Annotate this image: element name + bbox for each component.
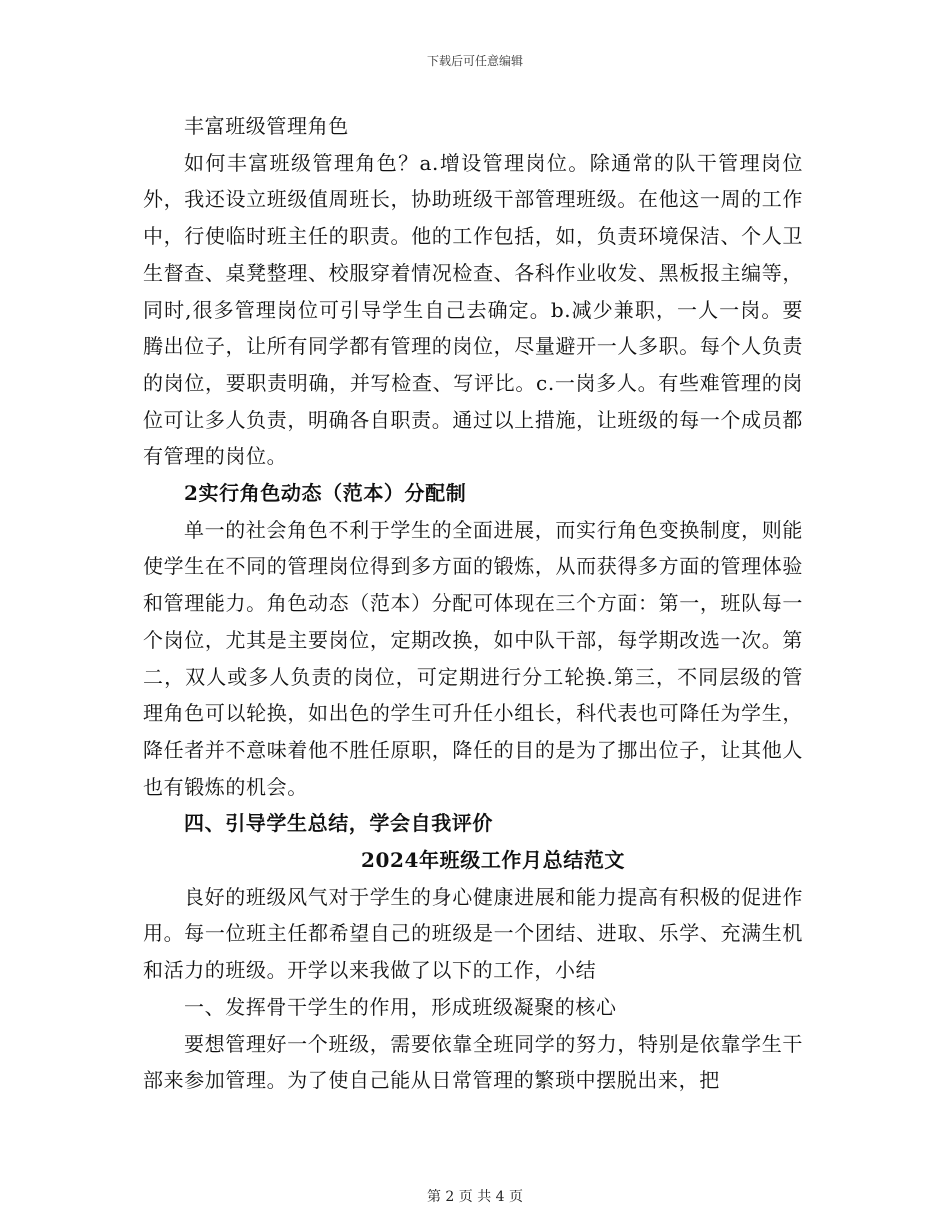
- body-paragraph-core-students: 要想管理好一个班级，需要依靠全班同学的努力，特别是依靠学生干部来参加管理。为了使自己能从日常管理的繁琐中摆脱出来，把: [143, 1031, 803, 1093]
- section-heading-core-students: 一、发挥骨干学生的作用，形成班级凝聚的核心: [184, 994, 617, 1019]
- body-paragraph-roles: 如何丰富班级管理角色？a.增设管理岗位。除通常的队干管理岗位外，我还设立班级值周班长，协助班级干部管理班级。在他这一周的工作中，行使临时班主任的职责。他的工作包括，如，负责环境保洁、个人卫生督查、桌凳整理、校服穿着情况检查、各科作业收发、黑板报主编等，同时,很多管理岗位可引导学生自己去确定。b.减少兼职，一人一岗。要腾出位子，让所有同学都有管理的岗位，尽量避开一人多职。每个人负责的岗位，要职责明确，并写检查、写评比。c.一岗多人。有些难管理的岗位可让多人负责，明确各自职责。通过以上措施，让班级的每一个成员都有管理的岗位。: [143, 150, 803, 469]
- section-heading-dynamic-roles: 2实行角色动态（范本）分配制: [184, 481, 467, 506]
- document-body: [143, 108, 803, 1099]
- document-title: 2024年班级工作月总结范文: [360, 848, 626, 873]
- body-paragraph-intro: 良好的班级风气对于学生的身心健康进展和能力提高有积极的促进作用。每一位班主任都希望自己的班级是一个团结、进取、乐学、充满生机和活力的班级。开学以来我做了以下的工作，小结: [143, 884, 803, 983]
- section-heading-roles: 丰富班级管理角色: [184, 114, 349, 138]
- section-heading-self-evaluation: 四、引导学生总结，学会自我评价: [184, 811, 493, 836]
- page-number: 第 2 页 共 4 页: [426, 1189, 524, 1205]
- body-paragraph-dynamic-roles: 单一的社会角色不利于学生的全面进展，而实行角色变换制度，则能使学生在不同的管理岗位得到多方面的锻炼，从而获得多方面的管理体验和管理能力。角色动态（范本）分配可体现在三个方面：第一，班队每一个岗位，尤其是主要岗位，定期改换，如中队干部，每学期改选一次。第二，双人或多人负责的岗位，可定期进行分工轮换.第三，不同层级的管理角色可以轮换，如出色的学生可升任小组长，科代表也可降任为学生，降任者并不意味着他不胜任原职，降任的目的是为了挪出位子，让其他人也有锻炼的机会。: [143, 517, 803, 799]
- page-header-note: 下载后可任意编辑: [426, 54, 523, 68]
